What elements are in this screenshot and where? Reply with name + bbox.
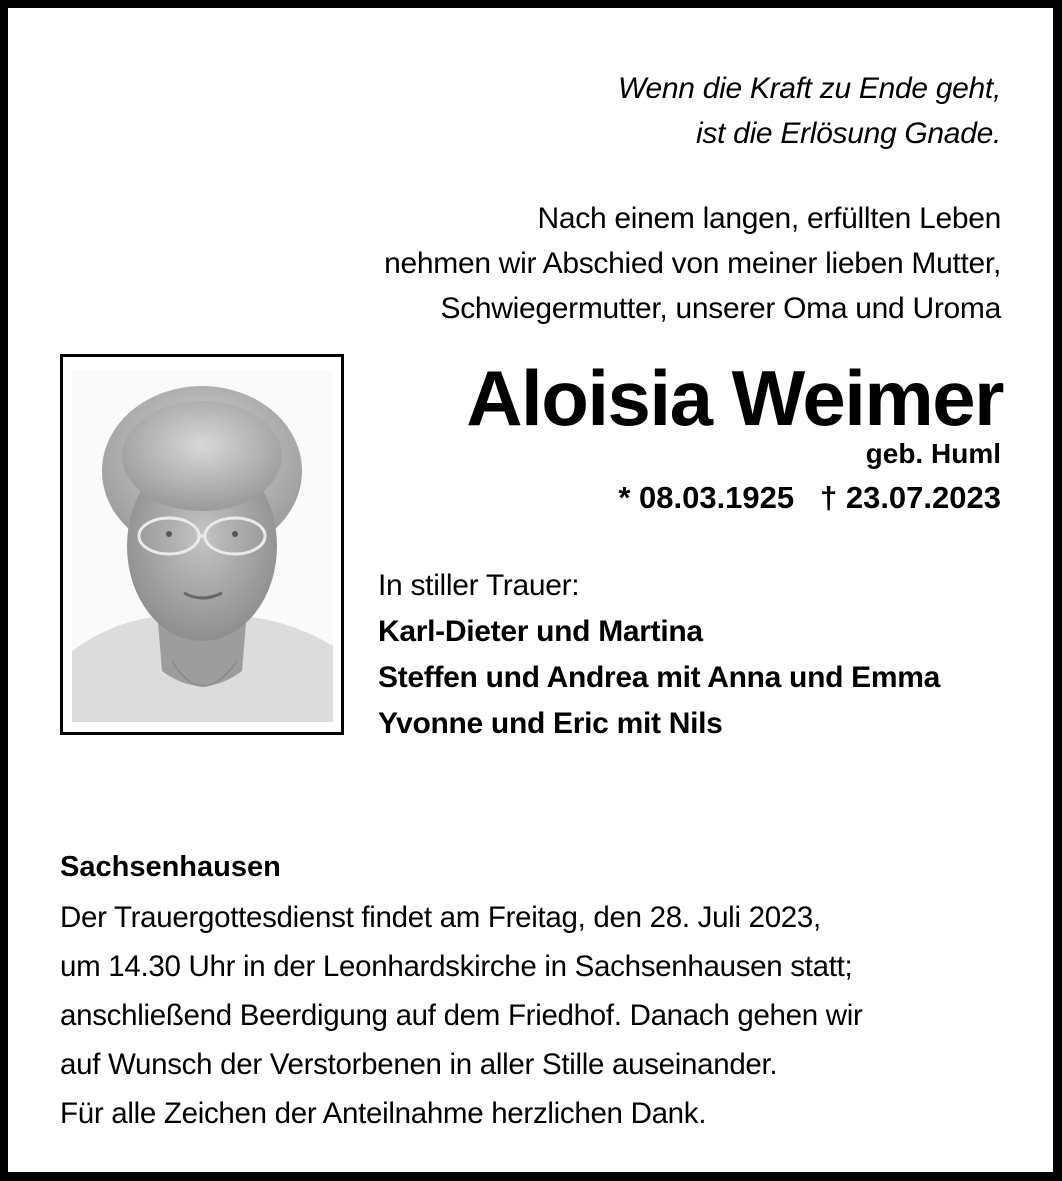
- mourner-entry: Steffen und Andrea mit Anna und Emma: [378, 661, 941, 694]
- mourners-label: In stiller Trauer:: [378, 569, 580, 602]
- intro-line: Nach einem langen, erfüllten Leben: [537, 202, 1001, 235]
- service-line: anschließend Beerdigung auf dem Friedhof. Danach gehen wir: [60, 999, 863, 1032]
- service-line: um 14.30 Uhr in der Leonhardskirche in Sachsenhausen statt;: [60, 950, 853, 983]
- obituary-notice: [8, 8, 1053, 1172]
- portrait-image-icon: [72, 371, 333, 722]
- service-line: Für alle Zeichen der Anteilnahme herzlichen Dank.: [60, 1097, 707, 1130]
- service-line: auf Wunsch der Verstorbenen in aller Stille auseinander.: [60, 1048, 778, 1081]
- mourner-entry: Karl-Dieter und Martina: [378, 615, 703, 648]
- intro-line: nehmen wir Abschied von meiner lieben Mutter,: [384, 247, 1001, 280]
- mourner-entry: Yvonne und Eric mit Nils: [378, 707, 723, 740]
- motto-quote: [618, 66, 1001, 156]
- service-details: [60, 893, 1020, 1138]
- death-date: † 23.07.2023: [819, 480, 1001, 515]
- service-line: Der Trauergottesdienst findet am Freitag, den 28. Juli 2023,: [60, 901, 821, 934]
- maiden-name: geb. Huml: [865, 438, 1001, 469]
- mourners-list: [378, 563, 940, 747]
- motto-line: Wenn die Kraft zu Ende geht,: [618, 72, 1001, 105]
- life-dates: [618, 478, 1001, 518]
- portrait-photo: [72, 371, 333, 722]
- portrait-frame: [60, 354, 344, 735]
- intro-line: Schwiegermutter, unserer Oma und Uroma: [440, 292, 1001, 325]
- deceased-name: Aloisia Weimer: [466, 354, 1003, 442]
- intro-text: [384, 196, 1001, 331]
- motto-line: ist die Erlösung Gnade.: [696, 117, 1001, 150]
- birth-date: * 08.03.1925: [618, 480, 795, 515]
- service-location: Sachsenhausen: [60, 851, 281, 883]
